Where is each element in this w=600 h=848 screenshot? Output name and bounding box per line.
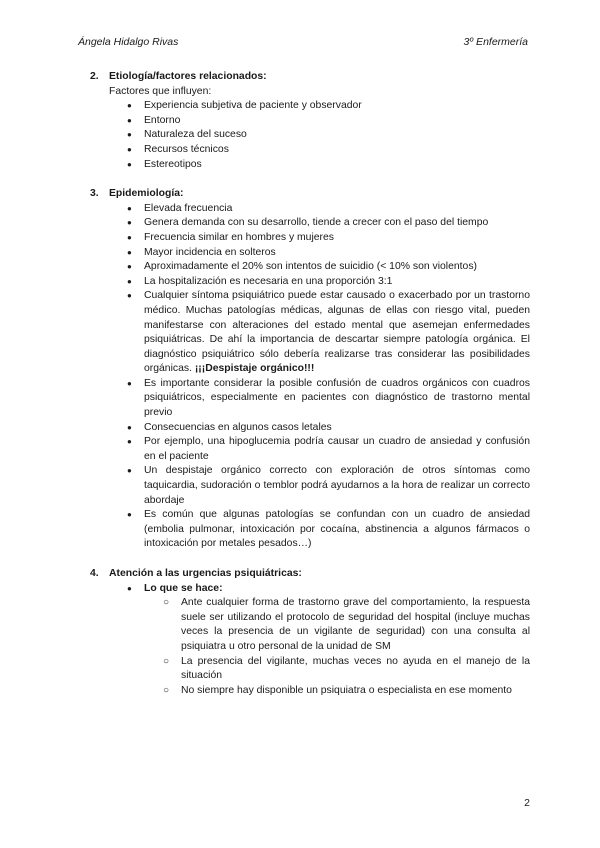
sub-bullet-list: [144, 596, 530, 698]
list-item: ● Aproximadamente el 20% son intentos de suicidio (< 10% son violentos): [144, 260, 530, 275]
list-item: [144, 289, 530, 377]
list-item: ● Recursos técnicos: [144, 143, 530, 158]
bullet-list: [90, 99, 530, 172]
section-title-text: Etiología/factores relacionados:: [109, 71, 267, 82]
header-author: Ángela Hidalgo Rivas: [78, 36, 179, 48]
sub-list-item: ○ Ante cualquier forma de trastorno grave del comportamiento, la respuesta suele ser utilizando el protocolo de seguridad del hospital (incluye muchas veces la presencia de un vigilante de seguridad) con una consulta al psiquiatra u otro personal de la unidad de SM: [181, 596, 530, 654]
list-item-heading: Lo que se hace:: [144, 582, 223, 594]
emphasis-text: ¡¡¡Despistaje orgánico!!!: [194, 363, 315, 375]
list-item: ● Es importante considerar la posible confusión de cuadros orgánicos con cuadros psiquiátricos, especialmente en pacientes con diagnóstico de trastorno mental previo: [144, 377, 530, 421]
sub-list-item: ○ La presencia del vigilante, muchas veces no ayuda en el manejo de la situación: [181, 655, 530, 684]
section-subtitle: Factores que influyen:: [109, 85, 212, 97]
list-item-text: Cualquier síntoma psiquiátrico puede estar causado o exacerbado por un trastorno médico. Muchas patologías médicas, algunas de ellas con riesgo vital, pueden manifestarse con alteraciones del estado mental que asemejan enfermedades psiquiátricas. De ahí la importancia de descartar siempre patología orgánica. El diagnóstico psiquiátrico sólo debería realizarse tras considerar las posibilidades orgánicas.: [144, 290, 530, 375]
list-item: ● Estereotipos: [144, 158, 530, 173]
section-title: [90, 567, 530, 582]
list-item: ● Es común que algunas patologías se confundan con un cuadro de ansiedad (embolia pulmonar, intoxicación por cocaína, abstinencia a algunos fármacos o intoxicación por metales pesados…): [144, 508, 530, 552]
section-title-text: Epidemiología:: [109, 188, 184, 200]
section-number: 3.: [90, 188, 99, 200]
sub-list-item: ○ No siempre hay disponible un psiquiatra o especialista en ese momento: [181, 684, 530, 699]
section-atencion-urgencias: [90, 567, 530, 698]
list-item: ● Consecuencias en algunos casos letales: [144, 421, 530, 436]
list-item: ● Frecuencia similar en hombres y mujeres: [144, 231, 530, 246]
list-item: ● La hospitalización es necesaria en una proporción 3:1: [144, 275, 530, 290]
list-item: ● Entorno: [144, 114, 530, 129]
section-title-text: Atención a las urgencias psiquiátricas:: [109, 568, 302, 579]
bullet-list: [90, 202, 530, 552]
list-item: ● Un despistaje orgánico correcto con exploración de otros síntomas como taquicardia, sudoración o temblor podrá ayudarnos a la hora de realizar un correcto abordaje: [144, 464, 530, 508]
section-title: [90, 70, 530, 85]
bullet-list: [90, 582, 530, 699]
page-number: 2: [524, 797, 530, 809]
list-item: ● Genera demanda con su desarrollo, tiende a crecer con el paso del tiempo: [144, 216, 530, 231]
header-course: 3º Enfermería: [463, 36, 528, 48]
list-item: ● Elevada frecuencia: [144, 202, 530, 217]
section-etiologia: [90, 70, 530, 172]
list-item: ● Por ejemplo, una hipoglucemia podría causar un cuadro de ansiedad y confusión en el paciente: [144, 435, 530, 464]
section-epidemiologia: [90, 187, 530, 552]
list-item: ● Naturaleza del suceso: [144, 128, 530, 143]
list-item: ● Mayor incidencia en solteros: [144, 246, 530, 261]
section-number: 4.: [90, 568, 99, 579]
list-item: ● Experiencia subjetiva de paciente y observador: [144, 99, 530, 114]
section-number: 2.: [90, 71, 99, 82]
section-title: [90, 187, 530, 202]
document-body: [90, 70, 530, 698]
list-item: [144, 582, 530, 699]
